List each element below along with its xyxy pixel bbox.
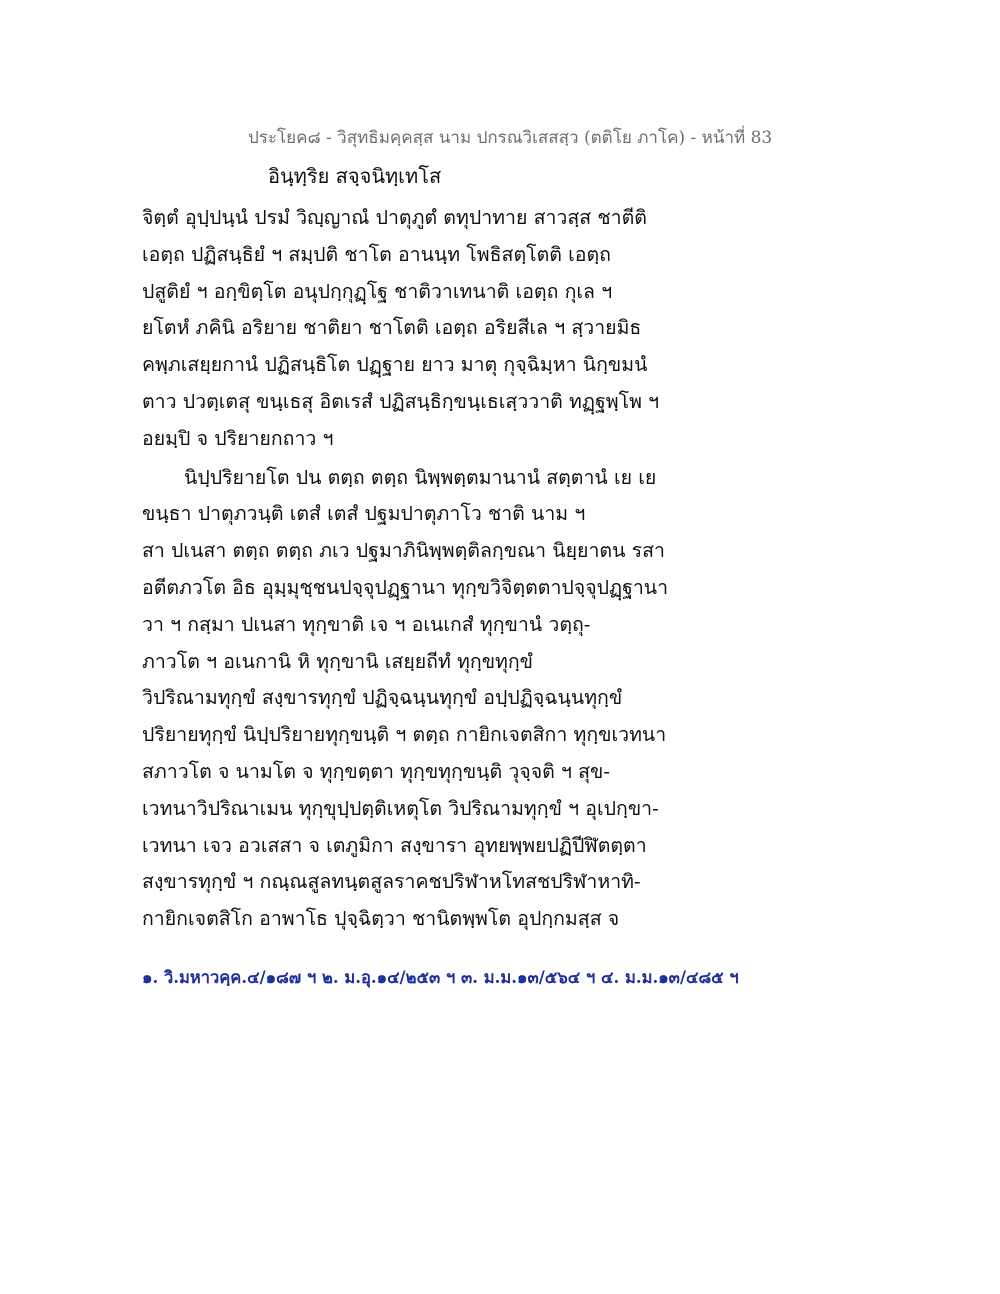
- text-line: อยมฺปิ จ ปริยายกถาว ฯ: [142, 426, 334, 450]
- paragraph-start-line: นิปฺปริยายโต ปน ตตฺถ ตตฺถ นิพฺพตฺตมานานํ สตฺตานํ เย เย: [184, 465, 657, 489]
- text-line: วิปริณามทุกฺขํ สงฺขารทุกฺขํ ปฏิจฺฉนฺนทุกฺขํ อปฺปฏิจฺฉนฺนทุกฺขํ: [142, 686, 623, 710]
- body-text: [142, 200, 782, 938]
- text-line: กายิกเจตสิโก อาพาโธ ปุจฺฉิตฺวา ชานิตพฺพโต อุปกฺกมสฺส จ: [142, 907, 620, 931]
- text-line: ปสูติยํ ฯ อกฺขิตฺโต อนุปกฺกุฏฺโฐ ชาติวาเทนาติ เอตฺถ กุเล ฯ: [142, 279, 613, 303]
- text-line: ภาวโต ฯ อเนกานิ หิ ทุกฺขานิ เสยฺยถีทํ ทุกฺขทุกฺขํ: [142, 649, 534, 673]
- text-line: คพฺภเสยฺยกานํ ปฏิสนฺธิโต ปฏฺฐาย ยาว มาตุ กุจฺฉิมฺหา นิกฺขมนํ: [142, 353, 648, 377]
- text-line: เอตฺถ ปฏิสนฺธิยํ ฯ สมฺปติ ชาโต อานนฺท โพธิสตฺโตติ เอตฺถ: [142, 242, 611, 266]
- text-line: ขนฺธา ปาตุภวนฺติ เตสํ เตสํ ปฐมปาตุภาโว ชาติ นาม ฯ: [142, 502, 586, 526]
- text-line: ตาว ปวตฺเตสุ ขนฺเธสุ อิตเรสํ ปฏิสนฺธิกฺขนฺเธเสฺววาติ ทฏฺฐพฺโพ ฯ: [142, 389, 660, 413]
- page-header: ประโยค๘ - วิสุทธิมคฺคสฺส นาม ปกรณวิเสสสฺว (ตติโย ภาโค) - หน้าที่ 83: [248, 128, 773, 148]
- text-line: สา ปเนสา ตตฺถ ตตฺถ ภเว ปฐมาภินิพฺพตฺติลกฺขณา นิยฺยาตน รสา: [142, 539, 665, 563]
- text-line: อตีตภวโต อิธ อุมฺมุชฺชนปจฺจุปฏฺฐานา ทุกฺขวิจิตฺตตาปจฺจุปฏฺฐานา: [142, 575, 669, 599]
- footnote-references: ๑. วิ.มหาวคฺค.๔/๑๘๗ ฯ ๒. ม.อุ.๑๔/๒๕๓ ฯ ๓. ม.ม.๑๓/๕๖๔ ฯ ๔. ม.ม.๑๓/๔๘๕ ฯ: [142, 968, 739, 987]
- text-line: ปริยายทุกฺขํ นิปฺปริยายทุกฺขนฺติ ฯ ตตฺถ กายิกเจตสิกา ทุกฺขเวทนา: [142, 723, 667, 747]
- text-line: จิตฺตํ อุปฺปนฺนํ ปรมํ วิญฺญาณํ ปาตุภูตํ ตทุปาทาย สาวสฺส ชาตีติ: [142, 206, 647, 229]
- section-title: อินฺทฺริย สจฺจนิทฺเทโส: [268, 164, 442, 188]
- text-line: สภาวโต จ นามโต จ ทุกฺขตฺตา ทุกฺขทุกฺขนฺติ วุจฺจติ ฯ สุข-: [142, 759, 610, 783]
- text-line: เวทนาวิปริณาเมน ทุกฺขุปฺปตฺติเหตุโต วิปริณามทุกฺขํ ฯ อุเปกฺขา-: [142, 796, 659, 820]
- text-line: ยโตหํ ภคินิ อริยาย ชาติยา ชาโตติ เอตฺถ อริยสีเล ฯ สฺวายมิธ: [142, 316, 642, 340]
- text-line: สงฺขารทุกฺขํ ฯ กณฺณสูลทนฺตสูลราคชปริฬาหโทสชปริฬาหาทิ-: [142, 870, 641, 894]
- text-line: เวทนา เจว อวเสสา จ เตภูมิกา สงฺขารา อุทยพฺพยปฏิปีฬิตตฺตา: [142, 833, 647, 857]
- text-line: วา ฯ กสฺมา ปเนสา ทุกฺขาติ เจ ฯ อเนเกสํ ทุกฺขานํ วตฺถุ-: [142, 612, 591, 636]
